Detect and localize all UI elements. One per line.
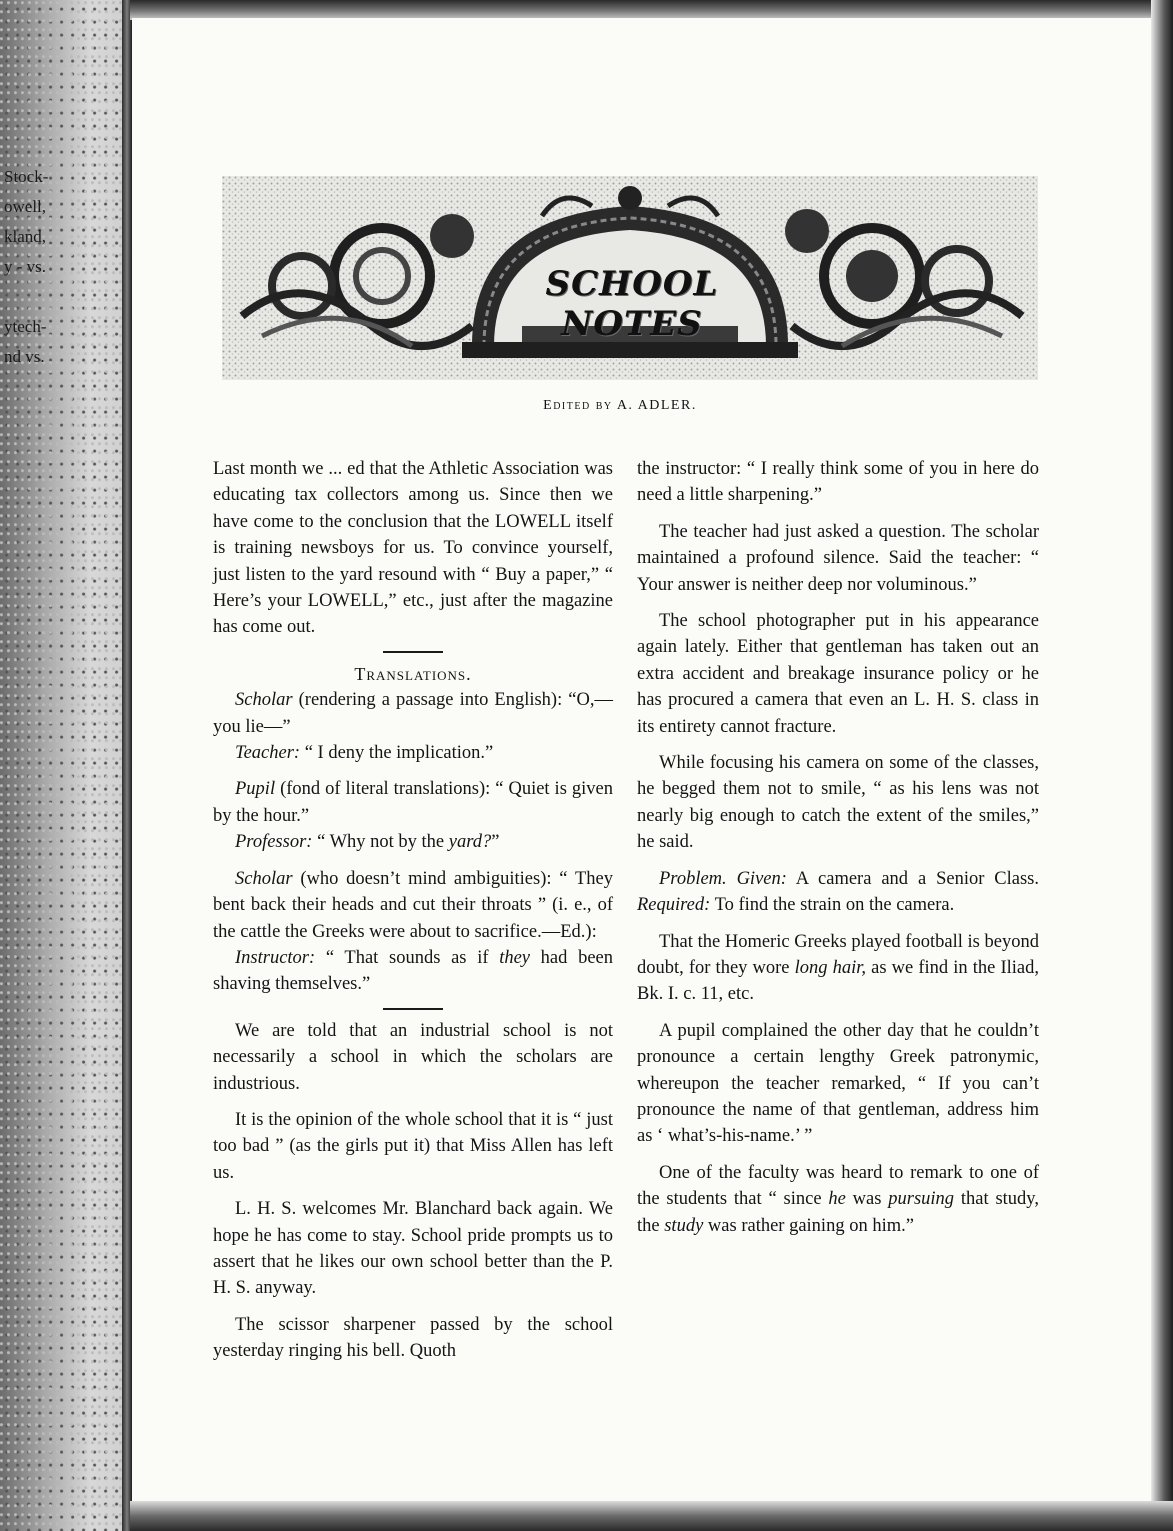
- editor-byline: Edited by A. ADLER.: [543, 398, 697, 413]
- scan-top-edge: [130, 0, 1173, 20]
- text: (rendering a passage into English): “O,—you lie—”: [213, 690, 613, 737]
- paragraph: A pupil complained the other day that he couldn’t pronounce a certain lengthy Greek patronymic, whereupon the teacher remarked, “ If you can’t pronounce the name of that gentleman, address him as ‘ what’s-his-name.’ ”: [637, 1020, 1039, 1147]
- paragraph: [213, 740, 613, 766]
- paragraph: the instructor: “ I really think some of you in here do need a little sharpening.”: [637, 459, 1039, 506]
- text: (fond of literal translations): “ Quiet is given by the hour.”: [213, 779, 613, 826]
- text: To find the strain on the camera.: [710, 895, 955, 916]
- paragraph: The scissor sharpener passed by the school yesterday ringing his bell. Quoth: [213, 1314, 613, 1362]
- paragraph: [213, 866, 613, 945]
- scan-left-margin: [0, 0, 130, 1531]
- scan-right-edge: [1151, 0, 1173, 1531]
- right-column: [637, 456, 1039, 1249]
- paragraph: It is the opinion of the whole school that it is “ just too bad ” (as the girls put it) that Miss Allen has left us.: [213, 1109, 613, 1183]
- fragment-line: kland,: [4, 227, 47, 246]
- text: “ Why not by the: [312, 832, 449, 853]
- speaker: Scholar: [235, 868, 293, 889]
- speaker: Pupil: [235, 779, 276, 800]
- school-notes-banner: [222, 176, 1038, 380]
- scan-bottom-edge: [130, 1501, 1173, 1531]
- paragraph: [637, 1160, 1039, 1239]
- left-column: [213, 456, 613, 1375]
- fragment-line: owell,: [4, 197, 47, 216]
- paragraph: The school photographer put in his appearance again lately. Either that gentleman has taken out an extra accident and breakage insurance policy or he has procured a camera that even an L. H. S. class in its entirety cannot fracture.: [637, 611, 1039, 737]
- divider: [383, 651, 443, 653]
- label: Given:: [736, 868, 787, 889]
- paragraph: [213, 776, 613, 829]
- binding-shadow: [122, 0, 132, 1531]
- text: (who doesn’t mind ambiguities): “ They bent back their heads and cut their throats ” (i. e., of the cattle the Greeks were about to sacrifice.—Ed.):: [213, 868, 613, 942]
- text: “ I deny the implication.”: [300, 743, 494, 764]
- speaker: Professor:: [235, 832, 313, 853]
- emphasis: study: [664, 1215, 704, 1236]
- label: Problem.: [659, 868, 727, 889]
- text: had been shaving themselves.”: [213, 947, 614, 995]
- text: “ That sounds as if: [315, 947, 500, 968]
- paragraph: We are told that an industrial school is not necessarily a school in which the scholars are industrious.: [213, 1020, 613, 1094]
- section-heading: Translations.: [354, 663, 472, 684]
- paragraph: While focusing his camera on some of the classes, he begged them not to smile, “ as his lens was not nearly big enough to catch the extent of the smiles,” he said.: [637, 753, 1039, 853]
- fragment-line: y - vs.: [4, 257, 47, 276]
- text: One of the faculty was heard to remark to one of the students that “ since: [637, 1162, 1039, 1210]
- fragment-line: ytech-: [4, 317, 47, 336]
- paragraph: [637, 866, 1039, 919]
- speaker: Scholar: [235, 690, 293, 711]
- paragraph: The teacher had just asked a question. The scholar maintained a profound silence. Said the teacher: “ Your answer is neither deep nor voluminous.”: [637, 521, 1039, 595]
- text: was: [845, 1189, 889, 1210]
- banner-title: SCHOOL NOTES: [545, 264, 719, 344]
- emphasis: long hair,: [794, 957, 867, 978]
- paragraph: [213, 945, 613, 998]
- text: That the Homeric Greeks played football is beyond doubt, for they wore: [637, 931, 1039, 978]
- speaker: Teacher:: [235, 743, 301, 764]
- speaker: Instructor:: [235, 947, 316, 968]
- emphasis: yard?: [448, 832, 492, 853]
- fragment-line: Stock-: [4, 167, 49, 186]
- paragraph: Last month we ... ed that the Athletic Association was educating tax collectors among us. Since then we have come to the conclusion that the LOWELL itself is training newsboys for us. To convince yourself, just listen to the yard resound with “ Buy a paper,” “ Here’s your LOWELL,” etc., just after the magazine has come out.: [213, 459, 613, 638]
- text: as we find in the Iliad, Bk. I. c. 11, etc.: [637, 957, 1039, 1005]
- paragraph: [213, 829, 613, 855]
- emphasis: he: [828, 1189, 846, 1210]
- paragraph: L. H. S. welcomes Mr. Blanchard back again. We hope he has come to stay. School pride prompts us to assert that he likes our own school better than the P. H. S. anyway.: [213, 1199, 613, 1299]
- emphasis: pursuing: [888, 1189, 955, 1210]
- label: Required:: [637, 895, 711, 916]
- paragraph: [213, 687, 613, 740]
- text: that study, the: [637, 1189, 1039, 1236]
- divider: [383, 1008, 443, 1010]
- text: was rather gaining on him.”: [703, 1215, 914, 1236]
- paragraph: [637, 929, 1039, 1008]
- text: ”: [491, 832, 500, 853]
- fragment-line: nd vs.: [4, 347, 45, 366]
- emphasis: they: [499, 947, 530, 968]
- text: A camera and a Senior Class.: [786, 868, 1039, 889]
- adjacent-page-fragments: [4, 162, 94, 372]
